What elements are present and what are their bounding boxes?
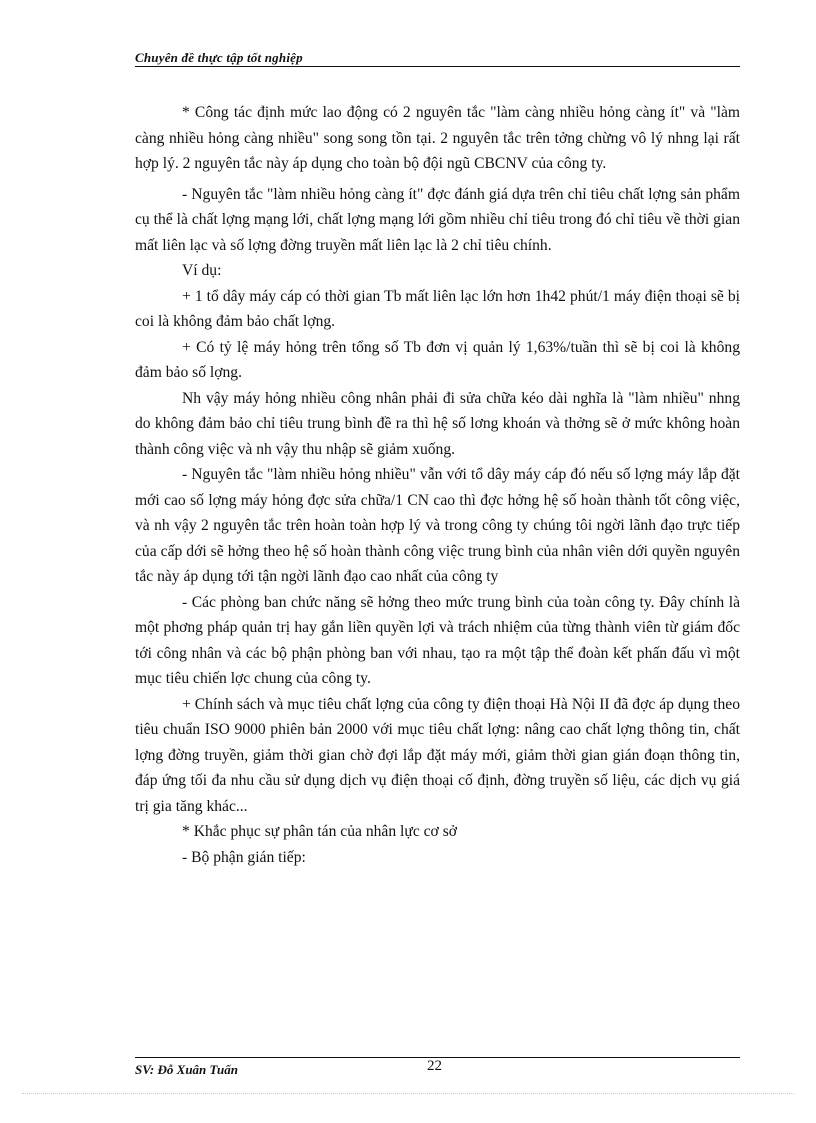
page-number: 22 bbox=[427, 1058, 442, 1074]
paragraph-example-one: + 1 tổ dây máy cáp có thời gian Tb mất liên lạc lớn hơn 1h42 phút/1 máy điện thoại sẽ bị coi là không đảm bảo chất lợng. bbox=[135, 287, 740, 330]
footer-author: SV: Đỗ Xuân Tuấn bbox=[135, 1062, 238, 1077]
paragraph-principle-two: - Nguyên tắc "làm nhiều hỏng nhiều" vẫn với tổ dây máy cáp đó nếu số lợng máy lắp đặt mới cao số lợng máy hỏng đợc sửa chữa/1 CN cao thì đợc hởng hệ số hoàn thành tốt công việc, và nh vậy 2 nguyên tắc trên hoàn toàn hợp lý và trong công ty chúng tôi ngời lãnh đạo trực tiếp của cấp dới sẽ hởng theo hệ số hoàn thành công việc trung bình của nhân viên dới quyền nguyên tắc này áp dụng tới tận ngời lãnh đạo cao nhất của công ty bbox=[135, 466, 740, 585]
paragraph-example-label: Ví dụ: bbox=[182, 262, 222, 279]
paragraph-overcome-dispersion: * Khắc phục sự phân tán của nhân lực cơ sở bbox=[182, 823, 458, 840]
paragraph-example-two: + Có tỷ lệ máy hỏng trên tổng số Tb đơn vị quản lý 1,63%/tuần thì sẽ bị coi là không đảm bảo số lợng. bbox=[135, 338, 740, 381]
paragraph-consequence: Nh vậy máy hỏng nhiều công nhân phải đi sửa chữa kéo dài nghĩa là "làm nhiều" nhng do không đảm bảo chỉ tiêu trung bình đề ra thì hệ số lơng khoán và thởng sẽ ở mức không hoàn thành công việc và nh vậy thu nhập sẽ giảm xuống. bbox=[135, 389, 740, 458]
paragraph-departments: - Các phòng ban chức năng sẽ hởng theo mức trung bình của toàn công ty. Đây chính là một phơng pháp quản trị hay gắn liền quyền lợi và trách nhiệm của từng thành viên từ giám đốc tới công nhân và các bộ phận phòng ban với nhau, tạo ra một tập thể đoàn kết phấn đấu vì một mục tiêu chiến lợc chung của công ty. bbox=[135, 593, 740, 687]
header-title: Chuyên đề thực tập tốt nghiệp bbox=[135, 50, 303, 65]
document-body bbox=[135, 100, 740, 870]
paragraph-indirect-division: - Bộ phận gián tiếp: bbox=[182, 848, 306, 866]
page-bottom-rule bbox=[22, 1093, 794, 1094]
paragraph-principle-one: - Nguyên tắc "làm nhiều hỏng càng ít" đợc đánh giá dựa trên chỉ tiêu chất lợng sản phẩm cụ thể là chất lợng mạng lới, chất lợng mạng lới gồm nhiều chỉ tiêu trong đó chỉ tiêu về thời gian mất liên lạc và số lợng đờng truyền mất liên lạc là 2 chỉ tiêu chính. bbox=[135, 185, 740, 254]
paragraph-quality-policy: + Chính sách và mục tiêu chất lợng của công ty điện thoại Hà Nội II đã đợc áp dụng theo tiêu chuẩn ISO 9000 phiên bản 2000 với mục tiêu chất lợng: nâng cao chất lợng thông tin, chất lợng đờng truyền, giảm thời gian chờ đợi lắp đặt máy mới, giảm thời gian gián đoạn thông tin, đáp ứng tối đa nhu cầu sử dụng dịch vụ điện thoại cố định, đờng truyền số liệu, các dịch vụ giá trị gia tăng khác... bbox=[135, 695, 740, 815]
page-header bbox=[135, 50, 740, 67]
paragraph-principles-intro: * Công tác định mức lao động có 2 nguyên tắc "làm càng nhiều hỏng càng ít" và "làm càng nhiều hỏng càng nhiều" song song tồn tại. 2 nguyên tắc trên tởng chừng vô lý nhng lại rất hợp lý. 2 nguyên tắc này áp dụng cho toàn bộ đội ngũ CBCNV của công ty. bbox=[135, 104, 740, 172]
